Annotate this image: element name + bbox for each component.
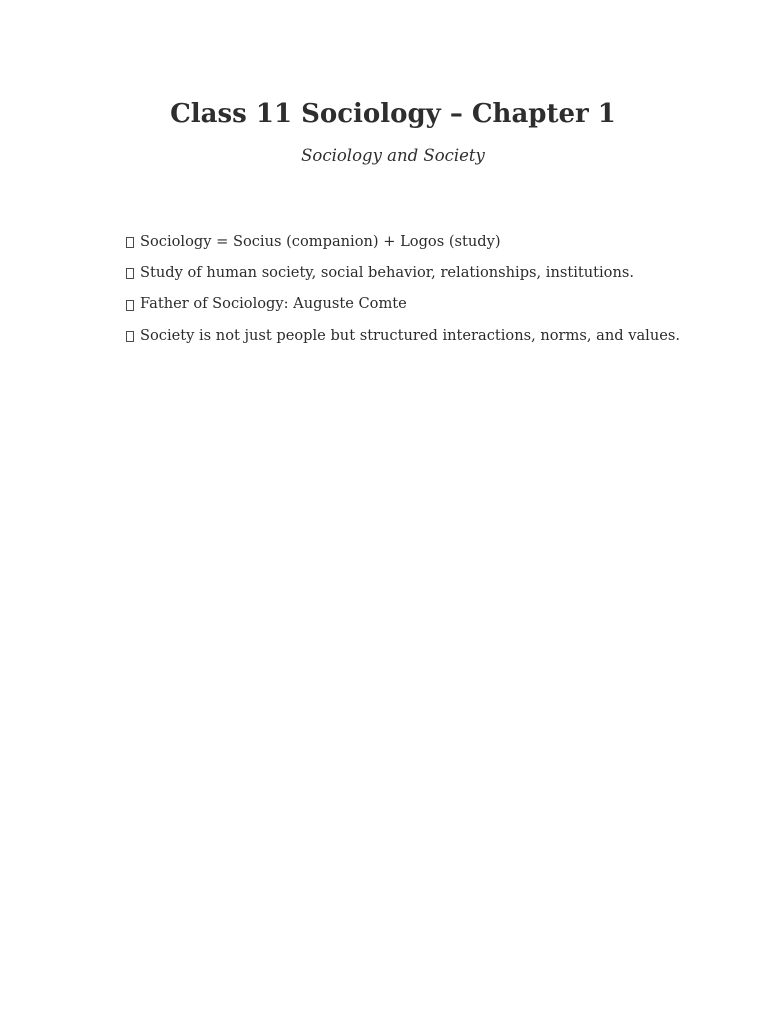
missing-glyph-icon <box>126 300 134 311</box>
list-item-text: Father of Sociology: Auguste Comte <box>140 295 407 313</box>
document-subtitle: Sociology and Society <box>301 146 485 165</box>
list-item-text: Sociology = Socius (companion) + Logos (study) <box>140 232 501 250</box>
document-title: Class 11 Sociology – Chapter 1 <box>170 99 616 129</box>
missing-glyph-icon <box>126 237 134 248</box>
missing-glyph-icon <box>126 268 134 279</box>
list-item <box>126 257 756 288</box>
list-item <box>126 320 756 351</box>
list-item-text: Society is not just people but structured interactions, norms, and values. <box>140 326 680 344</box>
list-item <box>126 226 756 257</box>
list-item-text: Study of human society, social behavior, relationships, institutions. <box>140 263 634 281</box>
list-item <box>126 289 756 320</box>
bullet-list <box>126 226 756 351</box>
missing-glyph-icon <box>126 331 134 342</box>
